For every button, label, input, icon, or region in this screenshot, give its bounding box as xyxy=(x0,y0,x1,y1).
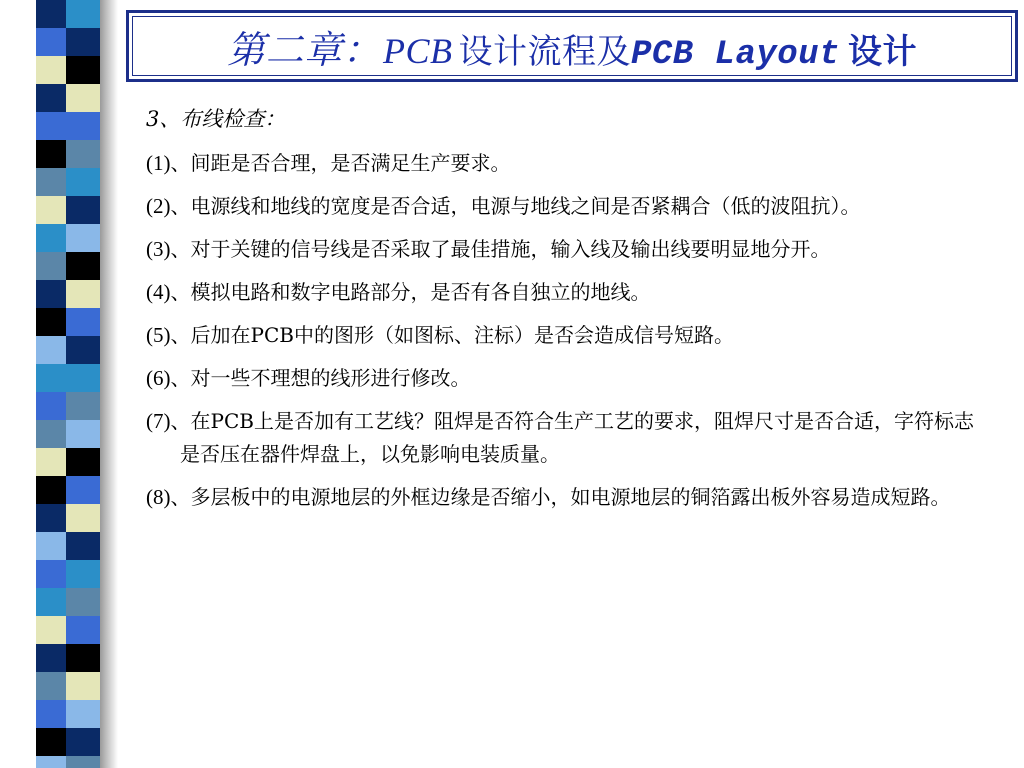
list-item xyxy=(146,147,976,180)
stripe-block xyxy=(36,420,66,448)
item-text: 、模拟电路和数字电路部分，是否有各自独立的地线。 xyxy=(170,280,651,304)
stripe-block xyxy=(36,168,66,196)
list-item xyxy=(146,233,976,266)
item-text: 、多层板中的电源地层的外框边缘是否缩小，如电源地层的铜箔露出板外容易造成短路。 xyxy=(170,485,951,509)
item-number: (1) xyxy=(146,151,171,175)
stripe-block xyxy=(36,504,66,532)
stripe-block xyxy=(66,308,100,336)
stripe-block xyxy=(66,700,100,728)
title-inner-border xyxy=(132,16,1012,76)
stripe-block xyxy=(36,56,66,84)
stripe-block xyxy=(36,28,66,56)
stripe-block xyxy=(66,392,100,420)
stripe-block xyxy=(66,112,100,140)
stripe-block xyxy=(36,112,66,140)
decorative-stripe-bar xyxy=(0,0,118,768)
list-item xyxy=(146,190,976,223)
stripe-block xyxy=(66,756,100,768)
stripe-block xyxy=(66,84,100,112)
stripe-block xyxy=(66,196,100,224)
stripe-block xyxy=(66,56,100,84)
stripe-block xyxy=(36,644,66,672)
stripe-block xyxy=(66,448,100,476)
stripe-block xyxy=(36,532,66,560)
stripe-block xyxy=(36,756,66,768)
item-number: (7) xyxy=(146,409,171,433)
item-number: (6) xyxy=(146,366,171,390)
stripe-block xyxy=(36,308,66,336)
stripe-block xyxy=(66,336,100,364)
section-heading: 3、布线检查： xyxy=(146,107,286,131)
title-pcb-layout: PCB Layout xyxy=(630,35,841,74)
stripe-block xyxy=(66,280,100,308)
stripe-block xyxy=(36,0,66,28)
stripe-block xyxy=(36,728,66,756)
stripe-block xyxy=(36,588,66,616)
item-number: (2) xyxy=(146,194,171,218)
stripe-shadow xyxy=(100,0,118,768)
stripe-block xyxy=(66,504,100,532)
stripe-block xyxy=(66,560,100,588)
title-middle: 设计流程及 xyxy=(458,31,631,72)
stripe-column-left xyxy=(36,0,66,768)
list-item xyxy=(146,319,976,352)
stripe-block xyxy=(36,336,66,364)
stripe-block xyxy=(66,224,100,252)
list-item xyxy=(146,481,976,514)
stripe-block xyxy=(36,280,66,308)
stripe-block xyxy=(66,672,100,700)
item-number: (4) xyxy=(146,280,171,304)
item-text: 、电源线和地线的宽度是否合适，电源与地线之间是否紧耦合（低的波阻抗）。 xyxy=(170,194,861,218)
list-item xyxy=(146,362,976,395)
stripe-block xyxy=(66,0,100,28)
stripe-block xyxy=(36,700,66,728)
stripe-block xyxy=(36,224,66,252)
stripe-block xyxy=(66,616,100,644)
stripe-block xyxy=(36,616,66,644)
item-text: 、间距是否合理，是否满足生产要求。 xyxy=(170,151,511,175)
stripe-block xyxy=(66,728,100,756)
stripe-block xyxy=(66,588,100,616)
title-frame xyxy=(126,10,1018,82)
stripe-block xyxy=(36,196,66,224)
stripe-block xyxy=(66,476,100,504)
stripe-block xyxy=(36,84,66,112)
stripe-block xyxy=(66,168,100,196)
slide-content xyxy=(146,104,976,524)
stripe-block xyxy=(66,140,100,168)
stripe-block xyxy=(66,420,100,448)
stripe-block xyxy=(66,532,100,560)
item-text: 、在PCB上是否加有工艺线？阻焊是否符合生产工艺的要求，阻焊尺寸是否合适，字符标志是否压在器件焊盘上，以免影响电装质量。 xyxy=(170,409,974,466)
list-item xyxy=(146,405,976,471)
stripe-block xyxy=(36,364,66,392)
stripe-block xyxy=(36,560,66,588)
stripe-block xyxy=(36,476,66,504)
title-pcb: PCB xyxy=(382,30,453,71)
stripe-block xyxy=(36,392,66,420)
slide-title xyxy=(227,19,917,74)
stripe-block xyxy=(36,672,66,700)
item-text: 、对一些不理想的线形进行修改。 xyxy=(170,366,471,390)
stripe-block xyxy=(66,644,100,672)
stripe-block xyxy=(36,448,66,476)
stripe-block xyxy=(36,252,66,280)
item-text: 、后加在PCB中的图形（如图标、注标）是否会造成信号短路。 xyxy=(170,323,734,347)
list-item xyxy=(146,276,976,309)
stripe-column-right xyxy=(66,0,100,768)
item-number: (3) xyxy=(146,237,171,261)
title-chapter: 第二章： xyxy=(226,27,381,72)
stripe-block xyxy=(66,364,100,392)
item-number: (8) xyxy=(146,485,171,509)
title-end: 设计 xyxy=(848,31,918,72)
item-number: (5) xyxy=(146,323,171,347)
stripe-block xyxy=(66,28,100,56)
item-text: 、对于关键的信号线是否采取了最佳措施，输入线及输出线要明显地分开。 xyxy=(170,237,831,261)
stripe-block xyxy=(36,140,66,168)
stripe-block xyxy=(66,252,100,280)
